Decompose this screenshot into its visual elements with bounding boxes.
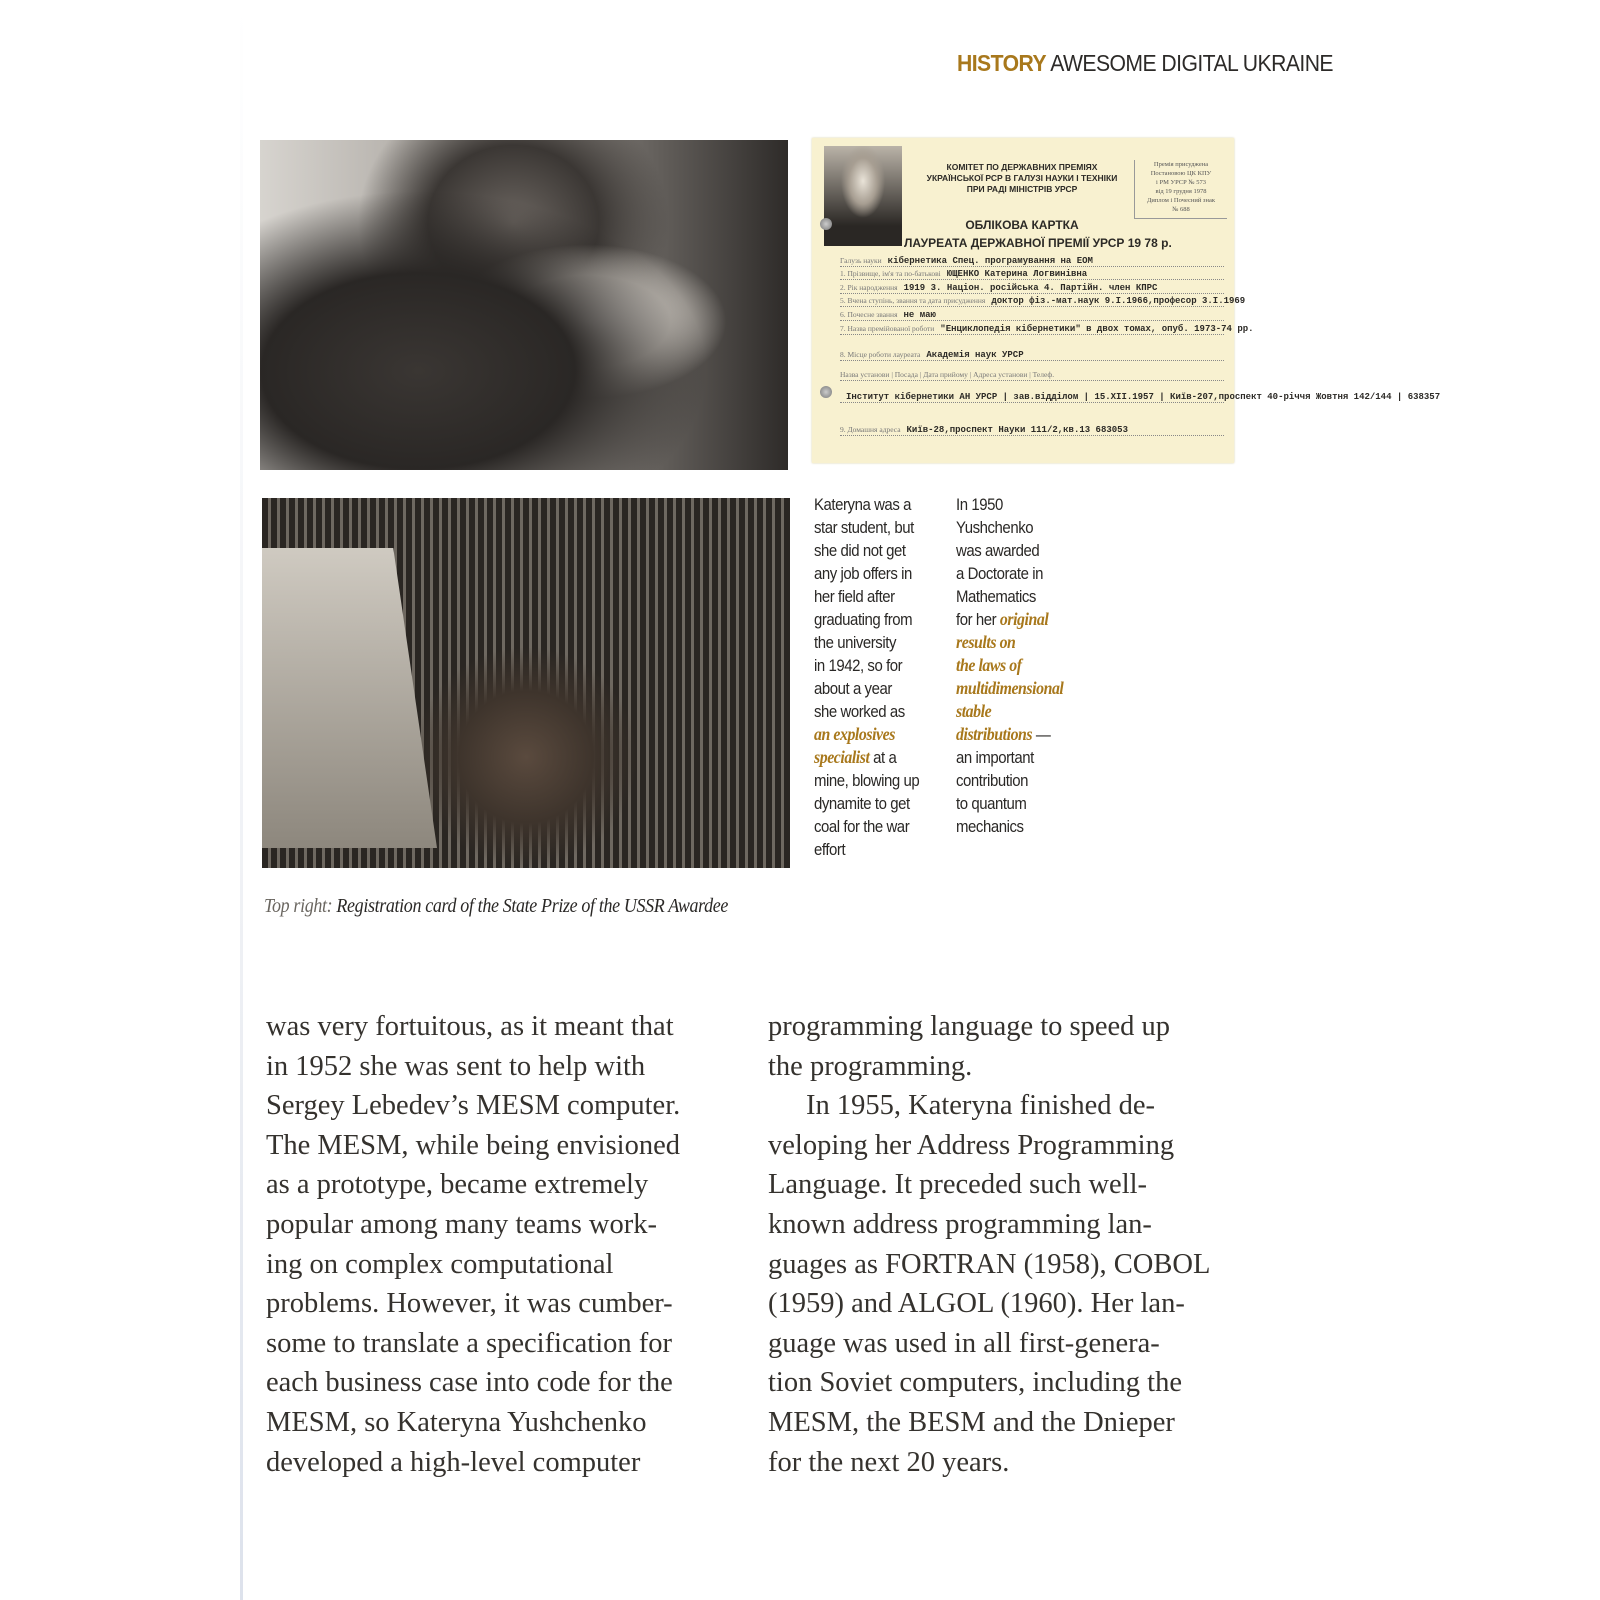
card-field-row (840, 392, 1441, 403)
sidebar-line (956, 746, 1063, 769)
card-field-label: 7. Назва премійованої роботи (840, 324, 935, 333)
card-field-label: 6. Почесне звання (840, 310, 898, 319)
sidebar-text: at a (869, 748, 897, 767)
sidebar-line (814, 631, 919, 654)
card-field-row (840, 370, 1224, 381)
card-committee-line: ПРИ РАДІ МІНІСТРІВ УРСР (966, 184, 1078, 194)
card-field-label: 1. Прізвище, ім'я та по-батькові (840, 269, 941, 278)
body-text-line: MESM, the BESM and the Dnieper (768, 1406, 1175, 1438)
highlighted-text: specialist (814, 747, 870, 767)
sidebar-line (814, 562, 919, 585)
sidebar-text: the university (814, 633, 896, 652)
body-text-line: Sergey Lebedev’s MESM computer. (266, 1090, 681, 1122)
card-field-label: 9. Домашня адреса (840, 425, 901, 434)
body-text-line: guages as FORTRAN (1958), COBOL (768, 1248, 1211, 1280)
body-text-line: MESM, so Kateryna Yushchenko (266, 1406, 647, 1438)
sidebar-text: for her (956, 610, 1000, 629)
sidebar-line (956, 723, 1063, 746)
body-text-line: Language. It preceded such well- (768, 1169, 1148, 1201)
sidebar-text: to quantum (956, 794, 1027, 813)
card-corner-line: від 19 грудня 1978 (1155, 188, 1207, 195)
sidebar-line (956, 769, 1063, 792)
body-text-line: ing on complex computational (266, 1248, 614, 1280)
sidebar-line (814, 539, 919, 562)
photo-caption (264, 895, 728, 918)
sidebar-line (956, 608, 1063, 631)
sidebar-text: any job offers in (814, 564, 912, 583)
card-corner-line: № 688 (1172, 206, 1190, 213)
card-corner-line: Премія присуджена (1153, 161, 1209, 168)
sidebar-line (814, 769, 919, 792)
sidebar-line (814, 608, 919, 631)
sidebar-line (814, 815, 919, 838)
computer-console (262, 548, 437, 848)
body-text-line: problems. However, it was cumber- (266, 1288, 673, 1320)
highlighted-text: an explosives (814, 724, 895, 744)
card-field-value: Академія наук УРСР (926, 350, 1024, 360)
body-text-line: The MESM, while being envisioned (266, 1129, 680, 1161)
card-field-label: Галузь науки (840, 256, 882, 265)
sidebar-line (814, 654, 919, 677)
card-committee-line: КОМІТЕТ ПО ДЕРЖАВНИХ ПРЕМІЯХ (946, 162, 1098, 172)
body-text-line: guage was used in all first-genera- (768, 1327, 1160, 1359)
body-text-line: veloping her Address Programming (768, 1129, 1175, 1161)
card-field-row (840, 296, 1246, 307)
sidebar-line (956, 815, 1063, 838)
sidebar-line (956, 562, 1063, 585)
card-corner-line: Постановою ЦК КПУ (1150, 170, 1212, 177)
sidebar-text: she worked as (814, 702, 905, 721)
sidebar-line (956, 585, 1063, 608)
card-field-row (840, 283, 1224, 294)
body-column-right (768, 1007, 1210, 1482)
sidebar-line (956, 792, 1063, 815)
sidebar-text: coal for the war (814, 817, 910, 836)
card-field-row (840, 269, 1224, 280)
sidebar-line (956, 631, 1063, 654)
card-field-label: 5. Вчена ступінь, звання та дата присудження (840, 296, 986, 305)
card-field-row (840, 425, 1224, 436)
highlighted-text: multidimensional (956, 678, 1064, 698)
sidebar-line (814, 723, 919, 746)
sidebar-text: she did not get (814, 541, 906, 560)
body-text-line: developed a high-level computer (266, 1446, 641, 1478)
sidebar-line (814, 677, 919, 700)
card-portrait-photo (824, 146, 902, 246)
sidebar-text: her field after (814, 587, 895, 606)
sidebar-line (814, 746, 919, 769)
body-column-left (266, 1007, 680, 1482)
sidebar-text: an important (956, 748, 1034, 767)
card-field-row (840, 324, 1254, 335)
card-corner-line: Диплом і Почесний знак (1146, 197, 1216, 204)
highlighted-text: original (999, 609, 1049, 629)
body-text-line: for the next 20 years. (768, 1446, 1010, 1478)
sidebar-line (814, 792, 919, 815)
sidebar-text: In 1950 (956, 495, 1003, 514)
running-header (957, 50, 1333, 77)
card-corner-line: і РМ УРСР № 573 (1156, 179, 1206, 186)
body-text-line: (1959) and ALGOL (1960). Her lan- (768, 1288, 1185, 1320)
card-field-value: Інститут кібернетики АН УРСР | зав.відділом | 15.XII.1957 | Київ-207,проспект 40-річчя Жовтня 142/144 | 638357 (846, 392, 1441, 402)
card-committee-line: УКРАЇНСЬКОЇ РСР В ГАЛУЗІ НАУКИ І ТЕХНІКИ (926, 173, 1118, 183)
card-field-value: 1919 3. Націон. російська 4. Партійн. член КПРС (903, 283, 1158, 293)
caption-text: Registration card of the State Prize of the USSR Awardee (332, 895, 729, 917)
card-committee (912, 162, 1132, 195)
sidebar-text-doctorate (956, 493, 1063, 838)
body-text-line: the programming. (768, 1050, 973, 1082)
card-field-label: 8. Місце роботи лауреата (840, 350, 921, 359)
photo-group-meeting (260, 140, 788, 470)
sidebar-line (814, 700, 919, 723)
card-subtitle: ЛАУРЕАТА ДЕРЖАВНОЇ ПРЕМІЇ УРСР 19 78 р. (904, 236, 1172, 250)
body-text-line: some to translate a specification for (266, 1327, 672, 1359)
sidebar-text: a Doctorate in (956, 564, 1043, 583)
body-text-line: tion Soviet computers, including the (768, 1367, 1182, 1399)
sidebar-text: mechanics (956, 817, 1024, 836)
sidebar-text: — (1032, 725, 1051, 744)
sidebar-text: Yushchenko (956, 518, 1034, 537)
card-field-value: доктор фіз.-мат.наук 9.I.1966,професор 3.I.1969 (991, 296, 1246, 306)
card-field-label: 2. Рік народження (840, 283, 898, 292)
body-text-line: was very fortuitous, as it meant that (266, 1011, 674, 1042)
card-field-value: ЮЩЕНКО Катерина Логвинівна (946, 269, 1088, 279)
sidebar-line (814, 493, 919, 516)
card-field-value: "Енциклопедія кібернетики" в двох томах, опуб. 1973-74 рр. (940, 324, 1254, 334)
highlighted-text: distributions (956, 724, 1033, 744)
highlighted-text: stable (956, 701, 992, 721)
body-text-line: as a prototype, became extremely (266, 1169, 649, 1201)
sidebar-line (956, 539, 1063, 562)
sidebar-line (956, 654, 1063, 677)
sidebar-text: effort (814, 840, 846, 859)
caption-lead: Top right: (264, 895, 333, 917)
card-field-row (840, 310, 1224, 321)
sidebar-text: star student, but (814, 518, 914, 537)
sidebar-line (956, 677, 1063, 700)
card-field-row (840, 256, 1224, 267)
card-field-label: Назва установи | Посада | Дата прийому | Адреса установи | Телеф. (840, 370, 1055, 379)
body-text-line: known address programming lan- (768, 1208, 1152, 1240)
sidebar-line (814, 516, 919, 539)
header-title: AWESOME DIGITAL UKRAINE (1050, 50, 1334, 76)
card-prize-corner (1134, 160, 1227, 219)
card-punch-hole (820, 386, 832, 398)
card-title: ОБЛІКОВА КАРТКА (965, 218, 1079, 232)
card-field-value: не маю (903, 310, 936, 320)
body-text-line: in 1952 she was sent to help with (266, 1050, 646, 1082)
card-punch-hole (820, 218, 832, 230)
header-section: HISTORY (957, 50, 1047, 76)
sidebar-line (956, 700, 1063, 723)
body-text-line: programming language to speed up (768, 1011, 1171, 1042)
sidebar-text: in 1942, so for (814, 656, 903, 675)
sidebar-text: was awarded (956, 541, 1040, 560)
sidebar-text: contribution (956, 771, 1029, 790)
sidebar-line (956, 516, 1063, 539)
registration-card-image (812, 138, 1441, 463)
body-text-line: In 1955, Kateryna finished de- (806, 1090, 1156, 1122)
sidebar-text: Kateryna was a (814, 495, 911, 514)
photo-mesm-computer (262, 498, 790, 868)
sidebar-line (956, 493, 1063, 516)
highlighted-text: results on (956, 632, 1016, 652)
body-text-line: popular among many teams work- (266, 1208, 657, 1240)
sidebar-text-explosives (814, 493, 919, 861)
highlighted-text: the laws of (956, 655, 1022, 675)
sidebar-text: mine, blowing up (814, 771, 920, 790)
sidebar-line (814, 585, 919, 608)
sidebar-text: about a year (814, 679, 892, 698)
page-spine-shadow (240, 0, 243, 1600)
sidebar-text: graduating from (814, 610, 913, 629)
sidebar-line (814, 838, 919, 861)
card-field-value: кібернетика Спец. програмування на ЕОМ (887, 256, 1093, 266)
card-field-row (840, 350, 1224, 361)
body-text-line: each business case into code for the (266, 1367, 673, 1399)
card-field-value: Київ-28,проспект Науки 111/2,кв.13 683053 (906, 425, 1128, 435)
sidebar-text: dynamite to get (814, 794, 910, 813)
sidebar-text: Mathematics (956, 587, 1036, 606)
